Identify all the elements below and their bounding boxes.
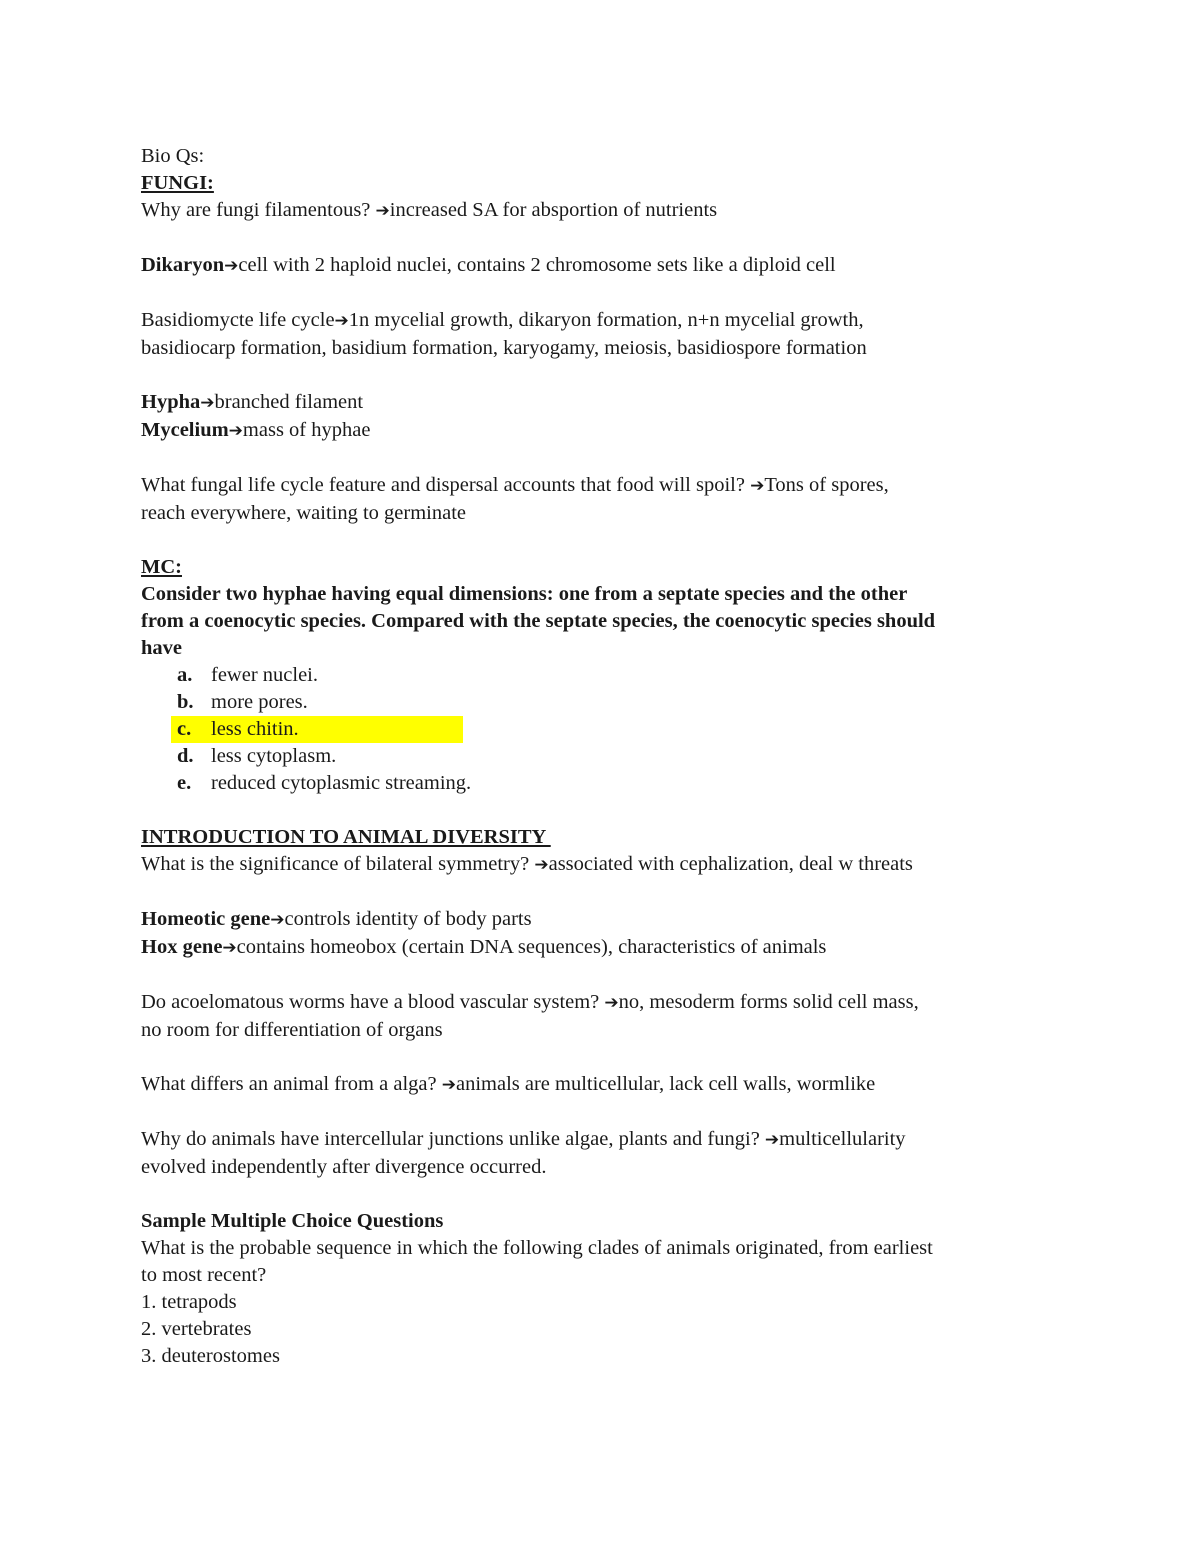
answer-text: associated with cephalization, deal w threats xyxy=(548,853,913,875)
arrow-icon: ➔ xyxy=(224,256,239,276)
homeotic-definition xyxy=(141,906,1071,934)
definition: 1n mycelial growth, dikaryon formation, n+n mycelial growth, xyxy=(348,309,864,331)
sample-item: 2. vertebrates xyxy=(141,1318,252,1340)
answer-text: no, mesoderm forms solid cell mass, xyxy=(618,991,919,1013)
question-text: Do acoelomatous worms have a blood vascular system? xyxy=(141,991,605,1013)
arrow-icon: ➔ xyxy=(764,1130,780,1150)
arrow-icon: ➔ xyxy=(270,910,285,930)
fungi-q1 xyxy=(141,197,1071,225)
choice-text: fewer nuclei. xyxy=(211,664,318,686)
choice-c-highlighted xyxy=(141,716,1071,743)
answer-text: Tons of spores, xyxy=(764,474,889,496)
question-text: What differs an animal from a alga? xyxy=(141,1073,442,1095)
choice-e xyxy=(141,770,1071,797)
choice-letter: e. xyxy=(177,772,192,794)
fungi-q2-cont: reach everywhere, waiting to germinate xyxy=(141,502,466,524)
mc-question-line3: have xyxy=(141,637,182,659)
animal-heading: INTRODUCTION TO ANIMAL DIVERSITY xyxy=(141,826,551,848)
definition: branched filament xyxy=(214,391,364,413)
sample-item: 3. deuterostomes xyxy=(141,1345,280,1367)
term: Homeotic gene xyxy=(141,908,271,930)
animal-q1 xyxy=(141,851,1071,879)
hox-definition xyxy=(141,934,1071,962)
arrow-icon: ➔ xyxy=(222,938,237,958)
question-text: What is the significance of bilateral symmetry? xyxy=(141,853,535,875)
hypha-definition xyxy=(141,389,1071,417)
term: Basidiomycte life cycle xyxy=(141,309,335,331)
term: Dikaryon xyxy=(141,254,225,276)
arrow-icon: ➔ xyxy=(334,311,349,331)
sample-heading: Sample Multiple Choice Questions xyxy=(141,1210,444,1232)
animal-q2-cont: no room for differentiation of organs xyxy=(141,1019,443,1041)
choice-text: more pores. xyxy=(211,691,308,713)
definition: cell with 2 haploid nuclei, contains 2 chromosome sets like a diploid cell xyxy=(238,254,836,276)
answer-text: multicellularity xyxy=(779,1128,906,1150)
choice-text: less cytoplasm. xyxy=(211,745,337,767)
term: Hypha xyxy=(141,391,201,413)
basidiomycete-definition-cont: basidiocarp formation, basidium formation, karyogamy, meiosis, basidiospore formation xyxy=(141,337,867,359)
choice-a xyxy=(141,662,1071,689)
term: Hox gene xyxy=(141,936,223,958)
choice-letter: c. xyxy=(177,718,192,740)
answer-text: increased SA for absportion of nutrients xyxy=(389,199,718,221)
choice-text: reduced cytoplasmic streaming. xyxy=(211,772,472,794)
arrow-icon: ➔ xyxy=(228,421,243,441)
arrow-icon: ➔ xyxy=(604,993,619,1013)
sample-question-line2: to most recent? xyxy=(141,1264,267,1286)
document-title: Bio Qs: xyxy=(141,145,205,167)
choice-text: less chitin. xyxy=(211,718,299,740)
definition: contains homeobox (certain DNA sequences), characteristics of animals xyxy=(236,936,827,958)
arrow-icon: ➔ xyxy=(375,201,390,221)
arrow-icon: ➔ xyxy=(441,1075,456,1095)
term: Mycelium xyxy=(141,419,229,441)
arrow-icon: ➔ xyxy=(200,393,215,413)
mc-choices xyxy=(141,662,1071,797)
answer-text: animals are multicellular, lack cell walls, wormlike xyxy=(455,1073,876,1095)
choice-d xyxy=(141,743,1071,770)
question-text: Why do animals have intercellular junctions unlike algae, plants and fungi? xyxy=(141,1128,765,1150)
basidiomycete-definition xyxy=(141,307,1071,335)
question-text: Why are fungi filamentous? xyxy=(141,199,376,221)
animal-q2 xyxy=(141,989,1071,1017)
choice-letter: b. xyxy=(177,691,194,713)
animal-q3 xyxy=(141,1071,1071,1099)
definition: controls identity of body parts xyxy=(284,908,532,930)
dikaryon-definition xyxy=(141,252,1071,280)
choice-b xyxy=(141,689,1071,716)
definition: mass of hyphae xyxy=(242,419,371,441)
sample-item: 1. tetrapods xyxy=(141,1291,237,1313)
mycelium-definition xyxy=(141,417,1071,445)
mc-heading: MC: xyxy=(141,556,182,578)
document-page xyxy=(141,143,1071,1370)
fungi-heading: FUNGI: xyxy=(141,172,214,194)
arrow-icon: ➔ xyxy=(750,476,765,496)
mc-question-line1: Consider two hyphae having equal dimensions: one from a septate species and the other xyxy=(141,583,908,605)
mc-question-line2: from a coenocytic species. Compared with the septate species, the coenocytic species should xyxy=(141,610,936,632)
animal-q4-cont: evolved independently after divergence occurred. xyxy=(141,1156,547,1178)
arrow-icon: ➔ xyxy=(534,855,549,875)
choice-letter: d. xyxy=(177,745,194,767)
animal-q4 xyxy=(141,1126,1071,1154)
choice-letter: a. xyxy=(177,664,193,686)
question-text: What fungal life cycle feature and dispersal accounts that food will spoil? xyxy=(141,474,751,496)
fungi-q2 xyxy=(141,472,1071,500)
sample-question-line1: What is the probable sequence in which the following clades of animals originated, from earliest xyxy=(141,1237,933,1259)
